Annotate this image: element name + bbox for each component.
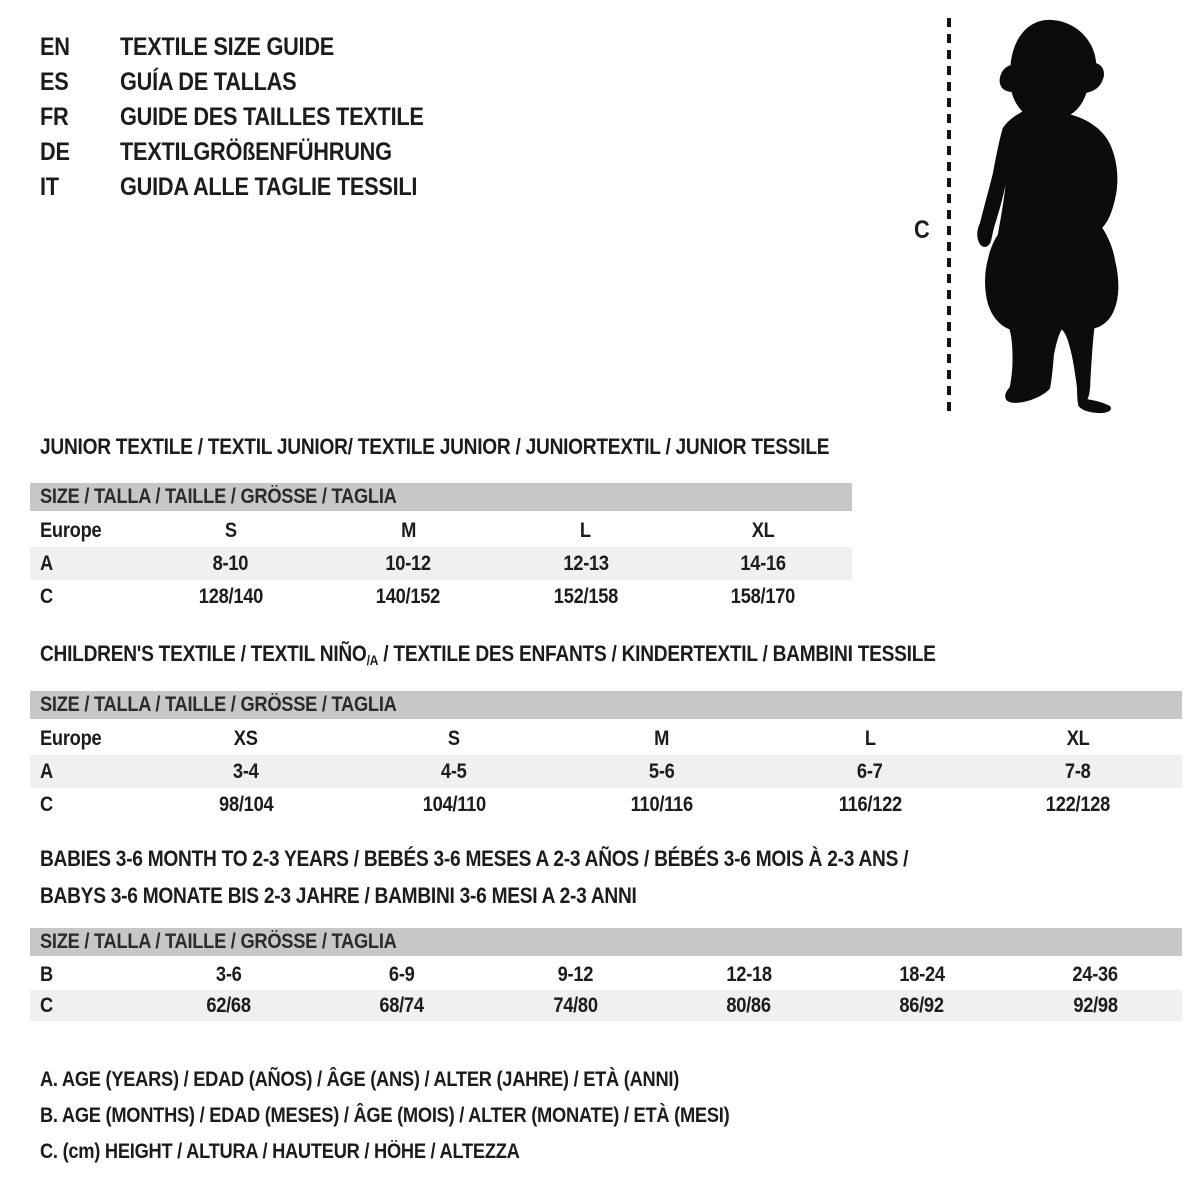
row-label: A [40, 551, 53, 575]
size-header-text: SIZE / TALLA / TAILLE / GRÖSSE / TAGLIA [40, 693, 397, 716]
lang-title: TEXTILE SIZE GUIDE [120, 33, 335, 61]
lang-code: FR [40, 103, 69, 131]
table-row [30, 547, 852, 580]
children-title-pre: CHILDREN'S TEXTILE / TEXTIL NIÑO [40, 641, 367, 666]
size-header-band [30, 691, 1182, 719]
language-title-block [40, 30, 469, 205]
lang-title: GUÍA DE TALLAS [120, 68, 297, 96]
cell-value: 12-18 [725, 962, 772, 986]
size-header-text: SIZE / TALLA / TAILLE / GRÖSSE / TAGLIA [40, 485, 397, 508]
cell-value: S [448, 726, 460, 750]
legend-text-b: B. AGE (MONTHS) / EDAD (MESES) / ÂGE (MOIS) / ALTER (MONATE) / ETÀ (MESI) [40, 1104, 730, 1127]
cell-value: 3-6 [215, 962, 242, 986]
cell-value: 80/86 [726, 993, 771, 1017]
row-label: Europe [40, 518, 102, 542]
row-label: C [40, 993, 53, 1017]
height-measure-dashed-line [947, 18, 951, 416]
children-title-subscript: /A [366, 652, 379, 668]
row-label: C [40, 792, 53, 816]
cell-value: 92/98 [1073, 993, 1118, 1017]
lang-code: IT [40, 173, 59, 201]
cell-value: 14-16 [740, 551, 786, 575]
legend-text-c: C. (cm) HEIGHT / ALTURA / HAUTEUR / HÖHE / ALTEZZA [40, 1140, 520, 1163]
cell-value: 74/80 [553, 993, 598, 1017]
children-section-title [40, 641, 1069, 668]
legend-line-c [40, 1134, 832, 1170]
cell-value: 62/68 [206, 993, 251, 1017]
lang-code: ES [40, 68, 69, 96]
table-row [30, 990, 1182, 1021]
babies-title-line1-text: BABIES 3-6 MONTH TO 2-3 YEARS / BEBÉS 3-6 MESES A 2-3 AÑOS / BÉBÉS 3-6 MOIS À 2-3 ANS / [40, 846, 909, 871]
cell-value: 110/116 [630, 792, 694, 816]
legend-line-a [40, 1062, 832, 1098]
size-header-band [30, 483, 852, 511]
cell-value: 8-10 [212, 551, 249, 575]
cell-value: 104/110 [422, 792, 486, 816]
cell-value: M [654, 726, 670, 750]
cell-value: 152/158 [553, 584, 618, 608]
table-row [30, 755, 1182, 788]
junior-section-title-text: JUNIOR TEXTILE / TEXTIL JUNIOR/ TEXTILE JUNIOR / JUNIORTEXTIL / JUNIOR TESSILE [40, 434, 830, 459]
babies-section-title-line1 [40, 846, 1038, 872]
junior-section-title [40, 434, 947, 460]
legend-line-b [40, 1098, 832, 1134]
cell-value: 24-36 [1072, 962, 1119, 986]
cell-value: 5-6 [649, 759, 675, 783]
table-row [30, 580, 852, 613]
lang-row-de [40, 135, 469, 170]
cell-value: 12-13 [563, 551, 609, 575]
table-row [30, 959, 1182, 990]
cell-value: 86/92 [899, 993, 945, 1017]
junior-size-table [30, 483, 852, 613]
cell-value: 7-8 [1065, 759, 1091, 783]
cell-value: 18-24 [899, 962, 945, 986]
toddler-silhouette-icon [964, 14, 1134, 418]
row-label: C [40, 584, 53, 608]
lang-row-it [40, 170, 469, 205]
lang-code: EN [40, 33, 70, 61]
cell-value: 158/170 [731, 584, 796, 608]
size-header-text: SIZE / TALLA / TAILLE / GRÖSSE / TAGLIA [40, 930, 397, 953]
children-title-post: / TEXTILE DES ENFANTS / KINDERTEXTIL / BAMBINI TESSILE [378, 641, 936, 666]
cell-value: 68/74 [379, 993, 425, 1017]
row-label: B [40, 962, 53, 986]
height-measure-label: C [914, 216, 930, 244]
cell-value: S [224, 518, 237, 542]
lang-title: TEXTILGRÖßENFÜHRUNG [120, 138, 392, 166]
cell-value: 6-7 [857, 759, 883, 783]
table-row [30, 788, 1182, 821]
lang-row-fr [40, 100, 469, 135]
cell-value: XS [234, 726, 258, 750]
cell-value: 9-12 [557, 962, 594, 986]
lang-title: GUIDE DES TAILLES TEXTILE [120, 103, 424, 131]
row-label: Europe [40, 726, 102, 750]
table-row [30, 514, 852, 547]
cell-value: 3-4 [233, 759, 259, 783]
cell-value: XL [751, 518, 775, 542]
lang-row-es [40, 65, 469, 100]
cell-value: 6-9 [389, 962, 415, 986]
cell-value: 122/128 [1045, 792, 1111, 816]
cell-value: 4-5 [441, 759, 467, 783]
cell-value: 116/122 [838, 792, 902, 816]
row-label: A [40, 759, 53, 783]
cell-value: 98/104 [218, 792, 274, 816]
legend-text-a: A. AGE (YEARS) / EDAD (AÑOS) / ÂGE (ANS) / ALTER (JAHRE) / ETÀ (ANNI) [40, 1068, 680, 1091]
cell-value: 128/140 [198, 584, 263, 608]
babies-size-table [30, 928, 1182, 1021]
babies-title-line2-text: BABYS 3-6 MONATE BIS 2-3 JAHRE / BAMBINI 3-6 MESI A 2-3 ANNI [40, 883, 637, 908]
cell-value: XL [1066, 726, 1090, 750]
table-row [30, 722, 1182, 755]
measurement-legend [40, 1062, 832, 1170]
lang-code: DE [40, 138, 70, 166]
children-size-table [30, 691, 1182, 821]
cell-value: 140/152 [376, 584, 441, 608]
cell-value: 10-12 [385, 551, 431, 575]
cell-value: M [400, 518, 416, 542]
cell-value: L [580, 518, 592, 542]
size-header-band [30, 928, 1182, 956]
cell-value: L [864, 726, 876, 750]
children-section-title-text [40, 641, 936, 668]
lang-title: GUIDA ALLE TAGLIE TESSILI [120, 173, 418, 201]
babies-section-title-line2 [40, 883, 726, 909]
lang-row-en [40, 30, 469, 65]
